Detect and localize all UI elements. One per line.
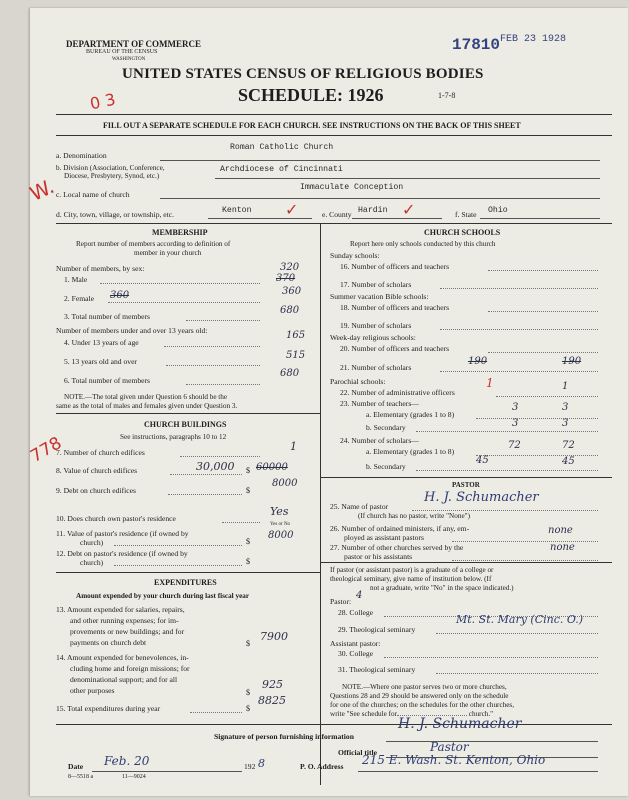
graduate-instructions: If pastor (or assistant pastor) is a graduate of a college or theological seminary, give name of institution below. (If not a graduate, write "No" in the space indicated.): [330, 566, 514, 592]
q5-label: 5. 13 years old and over: [64, 357, 137, 366]
q24b-check: 45: [562, 456, 575, 467]
q21-value: 190: [562, 356, 582, 367]
q23b-check: 3: [562, 418, 569, 429]
stamp-number: 17810: [452, 36, 501, 54]
q9-value: 8000: [272, 478, 298, 489]
q27-value: none: [550, 542, 575, 553]
date-label: Date: [68, 762, 84, 771]
red-check-county: ✓: [402, 200, 416, 219]
q9-label: 9. Debt on church edifices: [56, 486, 136, 495]
q10-hint: Yes or No: [270, 522, 291, 527]
red-margin-mark-778: 778: [27, 433, 66, 467]
q1-label: 1. Male: [64, 275, 88, 284]
membership-note-1: NOTE.—The total given under Question 6 should be the: [64, 393, 228, 401]
q25-label: 25. Name of pastor: [330, 502, 389, 511]
division-value: Archdiocese of Cincinnati: [220, 165, 343, 174]
q23a-value: 3: [512, 402, 519, 413]
expenditures-heading: EXPENDITURES: [154, 578, 217, 587]
q19-label: 19. Number of scholars: [340, 321, 412, 330]
q21-struck-value: 190: [468, 356, 488, 367]
q30-label: 30. College: [338, 649, 374, 658]
q20-label: 20. Number of officers and teachers: [340, 344, 450, 353]
state-value: Ohio: [488, 206, 508, 215]
form-code-1: 8—5518 a: [68, 774, 94, 780]
bureau-heading: BUREAU OF THE CENSUS: [86, 49, 158, 55]
pastor-sub-label: Pastor:: [330, 597, 352, 606]
q16-label: 16. Number of officers and teachers: [340, 262, 450, 271]
q17-label: 17. Number of scholars: [340, 280, 412, 289]
q31-label: 31. Theological seminary: [338, 665, 416, 674]
red-mark-03: 0 3: [88, 89, 118, 114]
q23-label: 23. Number of teachers—: [340, 399, 419, 408]
official-title-value: Pastor: [430, 740, 469, 754]
q14-label: 14. Amount expended for benevolences, in- cluding home and foreign missions; for denominational support; and for all other purposes: [56, 653, 190, 695]
pastor-note: NOTE.—Where one pastor serves two or more churches, Questions 28 and 29 should be answered only on the schedule for one of the churches; on the schedules for the other churches, write "See schedule for church.": [330, 683, 515, 718]
q28-label: 28. College: [338, 608, 374, 617]
q6-label: 6. Total number of members: [64, 376, 151, 385]
q1-value: 320: [280, 262, 300, 273]
q23b-value: 3: [512, 418, 519, 429]
parochial-schools-label: Parochial schools:: [330, 377, 386, 386]
q27-label-2: pastor or his assistants: [344, 552, 413, 561]
city-value: Kenton: [222, 206, 252, 215]
instruction-banner: FILL OUT A SEPARATE SCHEDULE FOR EACH CHURCH. SEE INSTRUCTIONS ON THE BACK OF THIS SHEET: [103, 121, 521, 130]
q3-value: 680: [280, 305, 300, 316]
q25-value: H. J. Schumacher: [424, 490, 539, 505]
q26-label-2: ployed as assistant pastors: [344, 533, 424, 542]
division-label-1: b. Division (Association, Conference,: [56, 164, 165, 172]
membership-intro-1: Report number of members according to definition of: [76, 240, 231, 248]
q13-label: 13. Amount expended for salaries, repairs, and other running expenses; for im- provements or new buildings; and for payments on church debt: [56, 605, 185, 647]
q12-label-2: church): [80, 558, 104, 567]
division-label-2: Diocese, Presbytery, Synod, etc.): [64, 172, 160, 180]
city-heading: WASHINGTON: [112, 57, 146, 62]
q26-value: none: [548, 525, 573, 536]
age-intro-label: Number of members under and over 13 years old:: [56, 326, 208, 335]
q24-label: 24. Number of scholars—: [340, 436, 419, 445]
stamp-date: FEB 23 1928: [500, 34, 567, 45]
q12-label-1: 12. Debt on pastor's residence (if owned by: [56, 549, 188, 558]
q23a-check: 3: [562, 402, 569, 413]
q14-value: 925: [262, 678, 283, 691]
assistant-pastor-label: Assistant pastor:: [330, 639, 381, 648]
po-address-value: 215 E. Wash. St. Kenton, Ohio: [362, 753, 546, 767]
q23b-label: b. Secondary: [366, 423, 406, 432]
q24b-label: b. Secondary: [366, 462, 406, 471]
q27-label-1: 27. Number of other churches served by the: [330, 543, 464, 552]
q24a-label: a. Elementary (grades 1 to 8): [366, 447, 455, 456]
official-title-label: Official title: [338, 748, 378, 757]
buildings-heading: CHURCH BUILDINGS: [144, 420, 227, 429]
sunday-schools-label: Sunday schools:: [330, 251, 380, 260]
q18-label: 18. Number of officers and teachers: [340, 303, 450, 312]
red-margin-mark-w: W.: [26, 174, 58, 206]
weekday-schools-label: Week-day religious schools:: [330, 333, 416, 342]
date-value: Feb. 20: [104, 754, 150, 768]
q4-value: 165: [286, 330, 306, 341]
q8-label: 8. Value of church edifices: [56, 466, 138, 475]
denomination-label: a. Denomination: [56, 151, 107, 160]
q29-label: 29. Theological seminary: [338, 625, 416, 634]
denomination-value: Roman Catholic Church: [230, 143, 334, 152]
q22-label: 22. Number of administrative officers: [340, 388, 455, 397]
q6-value: 680: [280, 368, 300, 379]
red-check-city: ✓: [285, 200, 299, 219]
membership-note-2: same as the total of males and females given under Question 3.: [56, 402, 238, 410]
expenditures-intro: Amount expended by your church during last fiscal year: [76, 592, 250, 600]
q29-value: Mt. St. Mary (Cinc. O.): [456, 613, 584, 626]
q8-value: 30,000: [196, 460, 235, 473]
county-label: e. County: [322, 210, 352, 219]
q11-label-1: 11. Value of pastor's residence (if owned by: [56, 529, 189, 538]
signature-value: H. J. Schumacher: [398, 716, 522, 732]
q10-value: Yes: [270, 505, 289, 518]
q24a-check: 72: [562, 440, 575, 451]
year-value: 8: [258, 757, 265, 770]
po-address-label: P. O. Address: [300, 762, 344, 771]
department-heading: DEPARTMENT OF COMMERCE: [66, 39, 202, 49]
pastor-mark: 4: [356, 590, 363, 601]
local-name-label: c. Local name of church: [56, 190, 130, 199]
q23a-label: a. Elementary (grades 1 to 8): [366, 410, 455, 419]
q26-label-1: 26. Number of ordained ministers, if any, em-: [330, 524, 470, 533]
q25-hint: (If church has no pastor, write "None"): [358, 512, 470, 520]
q5-value: 515: [286, 350, 306, 361]
q11-label-2: church): [80, 538, 104, 547]
signature-label: Signature of person furnishing information: [214, 732, 354, 741]
q4-label: 4. Under 13 years of age: [64, 338, 139, 347]
q13-value: 7900: [260, 630, 288, 643]
q3-label: 3. Total number of members: [64, 312, 151, 321]
q2-label: 2. Female: [64, 294, 94, 303]
q2-struck-value: 360: [110, 290, 130, 301]
county-value: Hardin: [358, 206, 388, 215]
year-prefix: 192: [244, 762, 256, 771]
q22-value: 1: [486, 376, 494, 390]
summer-schools-label: Summer vacation Bible schools:: [330, 292, 429, 301]
q15-label: 15. Total expenditures during year: [56, 704, 161, 713]
q10-label: 10. Does church own pastor's residence: [56, 514, 176, 523]
q24b-value: 45: [476, 455, 489, 466]
q7-label: 7. Number of church edifices: [56, 448, 145, 457]
schedule-title: SCHEDULE: 1926: [238, 85, 384, 105]
q11-value: 8000: [268, 530, 294, 541]
q1-struck-value: 370: [276, 273, 296, 284]
membership-heading: MEMBERSHIP: [152, 228, 208, 237]
membership-intro-2: member in your church: [134, 249, 202, 257]
city-label: d. City, town, village, or township, etc.: [56, 210, 175, 219]
local-name-value: Immaculate Conception: [300, 183, 404, 192]
buildings-intro: See instructions, paragraphs 10 to 12: [120, 433, 227, 441]
form-code-2: 11—9024: [122, 774, 146, 780]
schools-intro: Report here only schools conducted by this church: [350, 240, 496, 248]
members-by-sex-label: Number of members, by sex:: [56, 264, 145, 273]
q24a-value: 72: [508, 440, 521, 451]
form-code: 1-7-8: [438, 91, 456, 100]
q7-value: 1: [290, 440, 297, 453]
q2-value: 360: [282, 286, 302, 297]
q8-struck-value: 60000: [256, 462, 288, 473]
q22-check: 1: [562, 381, 569, 392]
state-label: f. State: [455, 210, 477, 219]
q21-label: 21. Number of scholars: [340, 363, 412, 372]
schools-heading: CHURCH SCHOOLS: [424, 228, 501, 237]
pastor-heading: PASTOR: [452, 481, 480, 489]
form-title: UNITED STATES CENSUS OF RELIGIOUS BODIES: [122, 66, 484, 82]
q15-value: 8825: [258, 694, 286, 707]
